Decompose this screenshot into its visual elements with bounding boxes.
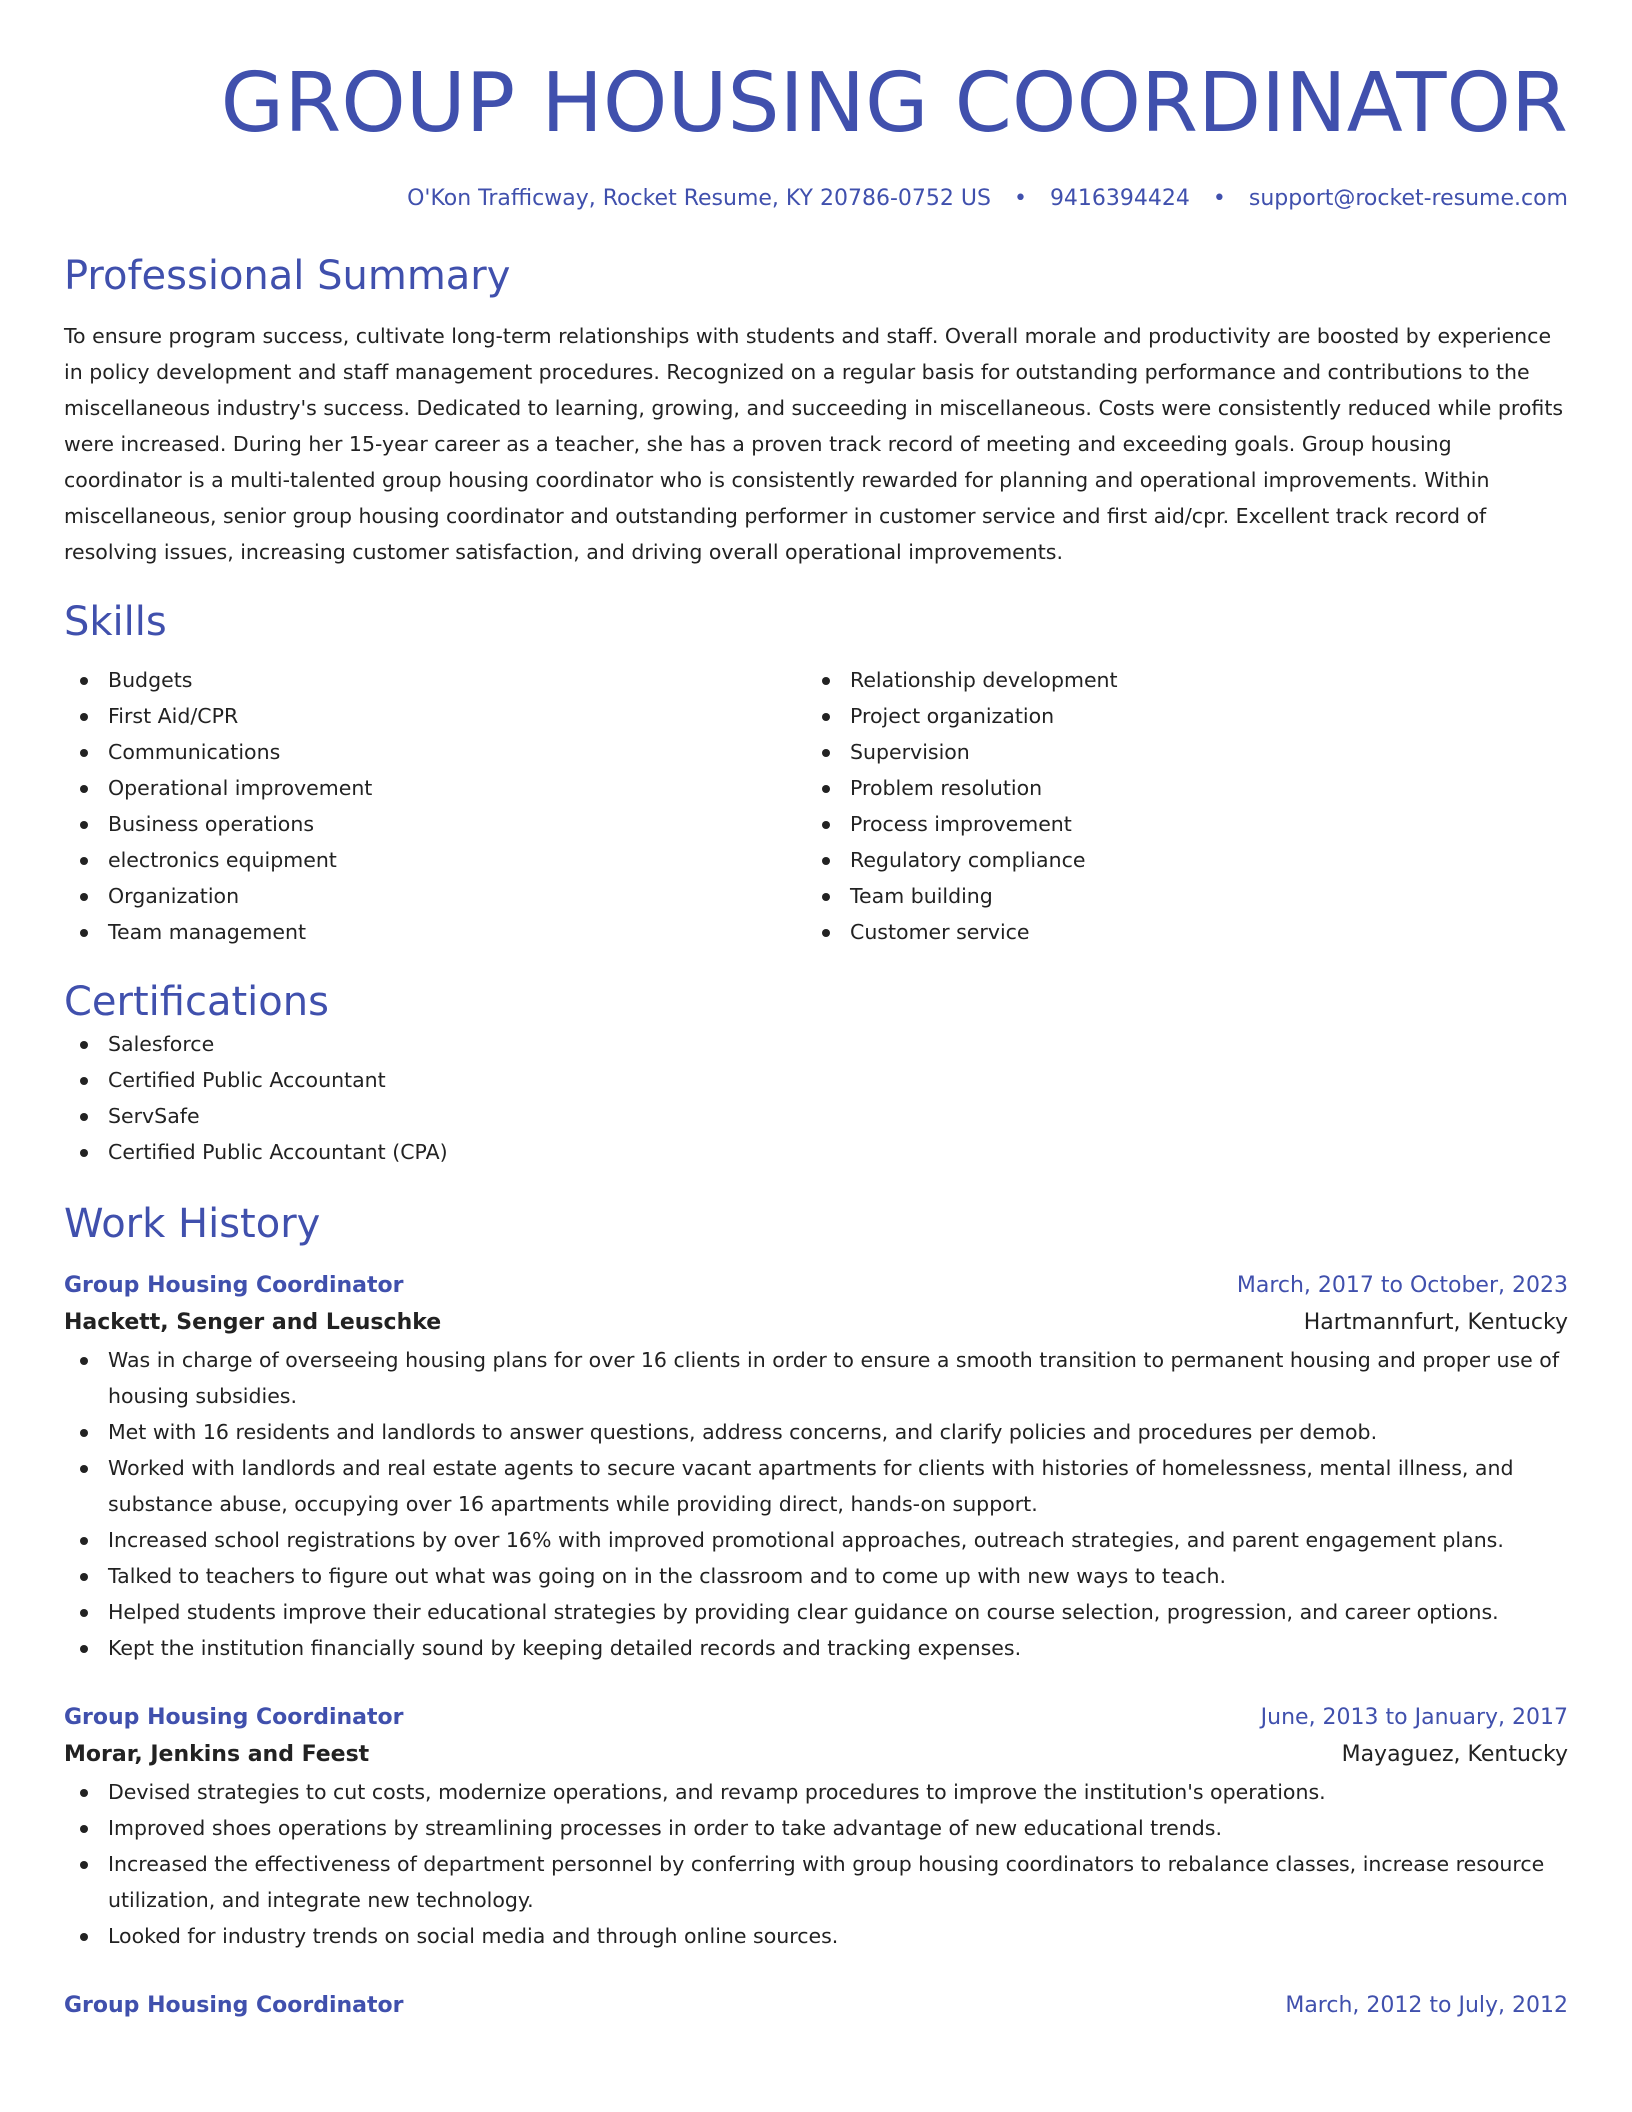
skill-label: Relationship development bbox=[850, 668, 1118, 692]
bullet-icon bbox=[80, 1573, 88, 1581]
bullet-icon bbox=[80, 1645, 88, 1653]
list-item bbox=[64, 770, 806, 806]
duty-text: Devised strategies to cut costs, modernize operations, and revamp procedures to improve the institution's operations. bbox=[108, 1780, 1326, 1804]
list-item bbox=[64, 914, 806, 950]
job-dates: June, 2013 to January, 2017 bbox=[1260, 1705, 1568, 1730]
job-dates: March, 2012 to July, 2012 bbox=[1285, 1993, 1568, 2018]
bullet-icon bbox=[822, 713, 830, 721]
list-item bbox=[64, 1342, 1568, 1414]
bullet-icon bbox=[822, 857, 830, 865]
bullet-icon bbox=[80, 713, 88, 721]
bullet-icon bbox=[822, 677, 830, 685]
skill-label: Problem resolution bbox=[850, 776, 1043, 800]
duty-text: Improved shoes operations by streamlining processes in order to take advantage of new educational trends. bbox=[108, 1816, 1222, 1840]
list-item bbox=[806, 806, 1548, 842]
certification-label: Salesforce bbox=[108, 1032, 215, 1056]
list-item bbox=[806, 662, 1548, 698]
skill-label: First Aid/CPR bbox=[108, 704, 239, 728]
skill-label: Supervision bbox=[850, 740, 970, 764]
bullet-icon bbox=[80, 1357, 88, 1365]
summary-heading: Professional Summary bbox=[64, 253, 511, 299]
skill-label: Project organization bbox=[850, 704, 1055, 728]
list-item bbox=[64, 1558, 1568, 1594]
list-item bbox=[64, 698, 806, 734]
contact-email[interactable]: support@rocket-resume.com bbox=[1248, 186, 1568, 211]
bullet-icon bbox=[80, 749, 88, 757]
list-item bbox=[64, 1062, 1568, 1098]
duty-text: Was in charge of overseeing housing plans for over 16 clients in order to ensure a smooth transition to permanent housing and proper use of housing subsidies. bbox=[108, 1348, 1560, 1408]
bullet-icon bbox=[80, 785, 88, 793]
list-item bbox=[806, 914, 1548, 950]
list-item bbox=[64, 1450, 1568, 1522]
bullet-icon bbox=[80, 1149, 88, 1157]
list-item bbox=[806, 842, 1548, 878]
certifications-list bbox=[64, 1026, 1568, 1170]
list-item bbox=[64, 1594, 1568, 1630]
list-item bbox=[64, 1810, 1568, 1846]
bullet-icon bbox=[80, 1113, 88, 1121]
job-entry bbox=[64, 1268, 1568, 1666]
bullet-icon bbox=[80, 677, 88, 685]
list-item bbox=[64, 734, 806, 770]
list-item bbox=[64, 878, 806, 914]
job-entry bbox=[64, 1988, 1568, 2024]
bullet-icon bbox=[822, 749, 830, 757]
job-location: Mayaguez, Kentucky bbox=[1341, 1742, 1568, 1767]
bullet-icon bbox=[822, 785, 830, 793]
job-duties bbox=[64, 1342, 1568, 1666]
list-item bbox=[64, 1134, 1568, 1170]
job-company: Morar, Jenkins and Feest bbox=[64, 1742, 370, 1767]
contact-phone: 9416394424 bbox=[1049, 186, 1190, 211]
bullet-icon bbox=[822, 821, 830, 829]
bullet-icon bbox=[80, 929, 88, 937]
job-dates: March, 2017 to October, 2023 bbox=[1236, 1273, 1568, 1298]
skill-label: Team management bbox=[108, 920, 307, 944]
list-item bbox=[806, 698, 1548, 734]
contact-line bbox=[64, 184, 1568, 214]
bullet-icon bbox=[822, 893, 830, 901]
duty-text: Helped students improve their educational strategies by providing clear guidance on course selection, progression, and career options. bbox=[108, 1600, 1499, 1624]
bullet-icon bbox=[80, 1789, 88, 1797]
job-title: Group Housing Coordinator bbox=[64, 1993, 404, 2018]
list-item bbox=[64, 1774, 1568, 1810]
certification-label: ServSafe bbox=[108, 1104, 200, 1128]
bullet-icon bbox=[80, 1933, 88, 1941]
job-duties bbox=[64, 1774, 1568, 1954]
skills-list bbox=[64, 662, 1568, 950]
duty-text: Talked to teachers to figure out what was going on in the classroom and to come up with new ways to teach. bbox=[108, 1564, 1226, 1588]
list-item bbox=[64, 1918, 1568, 1954]
duty-text: Looked for industry trends on social media and through online sources. bbox=[108, 1924, 839, 1948]
contact-separator: • bbox=[1013, 186, 1027, 211]
bullet-icon bbox=[80, 1609, 88, 1617]
job-title: Group Housing Coordinator bbox=[64, 1705, 404, 1730]
list-item bbox=[64, 662, 806, 698]
list-item bbox=[64, 806, 806, 842]
bullet-icon bbox=[80, 1825, 88, 1833]
list-item bbox=[64, 1026, 1568, 1062]
bullet-icon bbox=[822, 929, 830, 937]
contact-separator: • bbox=[1212, 186, 1226, 211]
job-title: Group Housing Coordinator bbox=[64, 1273, 404, 1298]
list-item bbox=[806, 878, 1548, 914]
certifications-heading: Certifications bbox=[64, 979, 329, 1025]
list-item bbox=[806, 734, 1548, 770]
skills-column-left bbox=[64, 662, 806, 950]
skill-label: Customer service bbox=[850, 920, 1030, 944]
bullet-icon bbox=[80, 1429, 88, 1437]
list-item bbox=[64, 1630, 1568, 1666]
bullet-icon bbox=[80, 821, 88, 829]
list-item bbox=[806, 770, 1548, 806]
duty-text: Met with 16 residents and landlords to answer questions, address concerns, and clarify policies and procedures per demob. bbox=[108, 1420, 1378, 1444]
job-location: Hartmannfurt, Kentucky bbox=[1303, 1310, 1568, 1335]
bullet-icon bbox=[80, 857, 88, 865]
job-entry bbox=[64, 1700, 1568, 1954]
skill-label: Communications bbox=[108, 740, 281, 764]
list-item bbox=[64, 842, 806, 878]
bullet-icon bbox=[80, 893, 88, 901]
skills-column-right bbox=[806, 662, 1548, 950]
list-item bbox=[64, 1522, 1568, 1558]
list-item bbox=[64, 1414, 1568, 1450]
page-title: GROUP HOUSING COORDINATOR bbox=[220, 56, 1568, 151]
skill-label: Team building bbox=[850, 884, 993, 908]
skill-label: Operational improvement bbox=[108, 776, 373, 800]
contact-address: O'Kon Trafficway, Rocket Resume, KY 20786-0752 US bbox=[407, 186, 991, 211]
certification-label: Certified Public Accountant bbox=[108, 1068, 386, 1092]
bullet-icon bbox=[80, 1041, 88, 1049]
duty-text: Kept the institution financially sound by keeping detailed records and tracking expenses. bbox=[108, 1636, 1022, 1660]
duty-text: Increased school registrations by over 16% with improved promotional approaches, outreach strategies, and parent engagement plans. bbox=[108, 1528, 1504, 1552]
bullet-icon bbox=[80, 1465, 88, 1473]
skills-heading: Skills bbox=[64, 599, 167, 645]
bullet-icon bbox=[80, 1077, 88, 1085]
list-item bbox=[64, 1098, 1568, 1134]
duty-text: Increased the effectiveness of department personnel by conferring with group housing coordinators to rebalance classes, increase resource utilization, and integrate new technology. bbox=[108, 1852, 1545, 1912]
skill-label: Regulatory compliance bbox=[850, 848, 1086, 872]
job-company: Hackett, Senger and Leuschke bbox=[64, 1310, 442, 1335]
work-history-heading: Work History bbox=[64, 1201, 321, 1247]
skill-label: Budgets bbox=[108, 668, 193, 692]
list-item bbox=[64, 1846, 1568, 1918]
resume-page bbox=[64, 0, 1568, 2024]
certification-label: Certified Public Accountant (CPA) bbox=[108, 1140, 448, 1164]
bullet-icon bbox=[80, 1537, 88, 1545]
skill-label: Organization bbox=[108, 884, 240, 908]
skill-label: electronics equipment bbox=[108, 848, 337, 872]
skill-label: Process improvement bbox=[850, 812, 1072, 836]
bullet-icon bbox=[80, 1861, 88, 1869]
summary-text: To ensure program success, cultivate long-term relationships with students and staff. Overall morale and productivity are boosted by experience in policy development and staff management procedures. Recognized on a regular basis for outstanding performance and contributions to the miscellaneous industry's success. Dedicated to learning, growing, and succeeding in miscellaneous. Costs were consistently reduced while profits were increased. During her 15-year career as a teacher, she has a proven track record of meeting and exceeding goals. Group housing coordinator is a multi-talented group housing coordinator who is consistently rewarded for planning and operational improvements. Within miscellaneous, senior group housing coordinator and outstanding performer in customer service and first aid/cpr. Excellent track record of resolving issues, increasing customer satisfaction, and driving overall operational improvements. bbox=[64, 324, 1564, 564]
skill-label: Business operations bbox=[108, 812, 315, 836]
duty-text: Worked with landlords and real estate agents to secure vacant apartments for clients with histories of homelessness, mental illness, and substance abuse, occupying over 16 apartments while providing direct, hands-on support. bbox=[108, 1456, 1514, 1516]
